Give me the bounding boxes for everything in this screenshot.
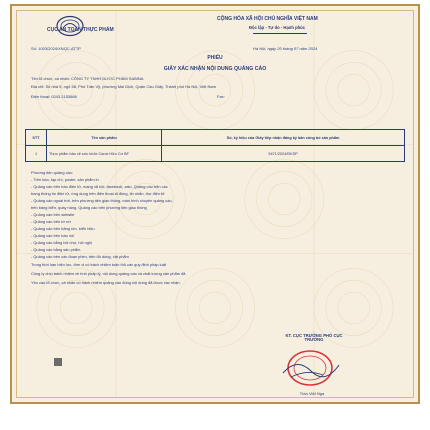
applicant-fax: Fax:	[217, 94, 225, 99]
body-line: Trong thời hạn hiệu lực, đơn vị có trách nhiệm tuân thủ các quy định pháp luật	[31, 262, 166, 267]
table-header-cell: Số, ký hiệu của Giấy tiếp nhận đăng ký bản công bố sản phẩm	[162, 130, 405, 146]
document-heading: PHIẾU	[207, 55, 223, 61]
national-title: CỘNG HÒA XÃ HỘI CHỦ NGHĨA VIỆT NAM	[217, 16, 318, 22]
applicant-phone: Điện thoại: 0243.2153666	[31, 94, 77, 99]
body-line: Phương tiện quảng cáo:	[31, 170, 73, 175]
applicant-name: Tên tổ chức, cá nhân: CÔNG TY TNHH DƯỢC PHẨM SABINA	[31, 76, 144, 81]
document-number: Số: 1003/2024/XNQC-ATTP	[31, 46, 81, 51]
body-line: Công ty chịu trách nhiệm về tính pháp lý, nội dung quảng cáo và chất lượng sản phẩm đã	[31, 271, 186, 276]
document-frame	[10, 4, 420, 404]
body-line: Yêu cầu tổ chức, cá nhân có trách nhiệm quảng cáo đúng nội dung đã được xác nhận.	[31, 280, 181, 285]
body-line: - Quảng cáo trên báo nói	[31, 233, 75, 238]
body-line: trang thông tin điện tử, ứng dụng trên điện thoại di động, tin nhắn, thư điện tử	[31, 191, 165, 196]
product-table	[25, 129, 405, 162]
table-header-row	[26, 130, 405, 146]
issuing-agency: CỤC AN TOÀN THỰC PHẨM	[47, 27, 114, 33]
table-row	[26, 146, 405, 162]
document-title: GIẤY XÁC NHẬN NỘI DUNG QUẢNG CÁO	[163, 66, 267, 72]
body-line: trên bảng biển, quầy hàng. Quảng cáo trên phương tiện giao thông	[31, 205, 147, 210]
applicant-address: Địa chỉ: Số nhà 5, ngõ 58, Phố Trần Vỹ, phường Mai Dịch, Quận Cầu Giấy, Thành phố Hà Nội, Việt Nam	[31, 84, 216, 89]
table-header-cell: STT	[26, 130, 47, 146]
table-cell: 5471/2024/ĐKSP	[162, 146, 405, 162]
issue-date: Hà Nội, ngày 20 tháng 07 năm 2024	[253, 46, 318, 51]
signer-name: Trần Việt Nga	[299, 391, 325, 396]
body-line: - Quảng cáo trên báo điện tử, mạng xã hội, facebook, zalo, Quảng cáo trên các	[31, 184, 168, 189]
body-line: - Quảng cáo trên website	[31, 212, 75, 217]
signer-title: KT. CỤC TRƯỞNG PHÓ CỤC TRƯỞNG	[285, 333, 343, 343]
agency-emblem-icon	[55, 15, 85, 37]
document-paper	[16, 10, 414, 398]
qr-code-icon	[54, 358, 62, 366]
body-line: - Quảng cáo bằng sản phẩm	[31, 247, 81, 252]
red-official-stamp	[277, 347, 343, 389]
body-line: - Quảng cáo trên tờ rơi	[31, 219, 71, 224]
body-line: - Quảng cáo bằng hội chợ, hội nghị	[31, 240, 92, 245]
motto-underline	[253, 33, 307, 34]
body-line: - Trên báo, tạp chí, poster, sản phẩm in	[31, 177, 99, 182]
body-line: - Quảng cáo trên băng rôn, biển hiệu	[31, 226, 95, 231]
table-cell: Thực phẩm bảo vệ sức khỏe Canxi Hữu Cơ BF	[47, 146, 162, 162]
document-content	[17, 11, 413, 397]
national-motto: Độc lập - Tự do - Hạnh phúc	[249, 25, 306, 30]
body-line: - Quảng cáo ngoài trời, trên phương tiện giao thông, màn hình chuyên quảng cáo,	[31, 198, 173, 203]
body-line: - Quảng cáo trên các đoạn phim, trên đồ dùng, vật phẩm	[31, 254, 129, 259]
table-cell: 1	[26, 146, 47, 162]
table-header-cell: Tên sản phẩm	[47, 130, 162, 146]
